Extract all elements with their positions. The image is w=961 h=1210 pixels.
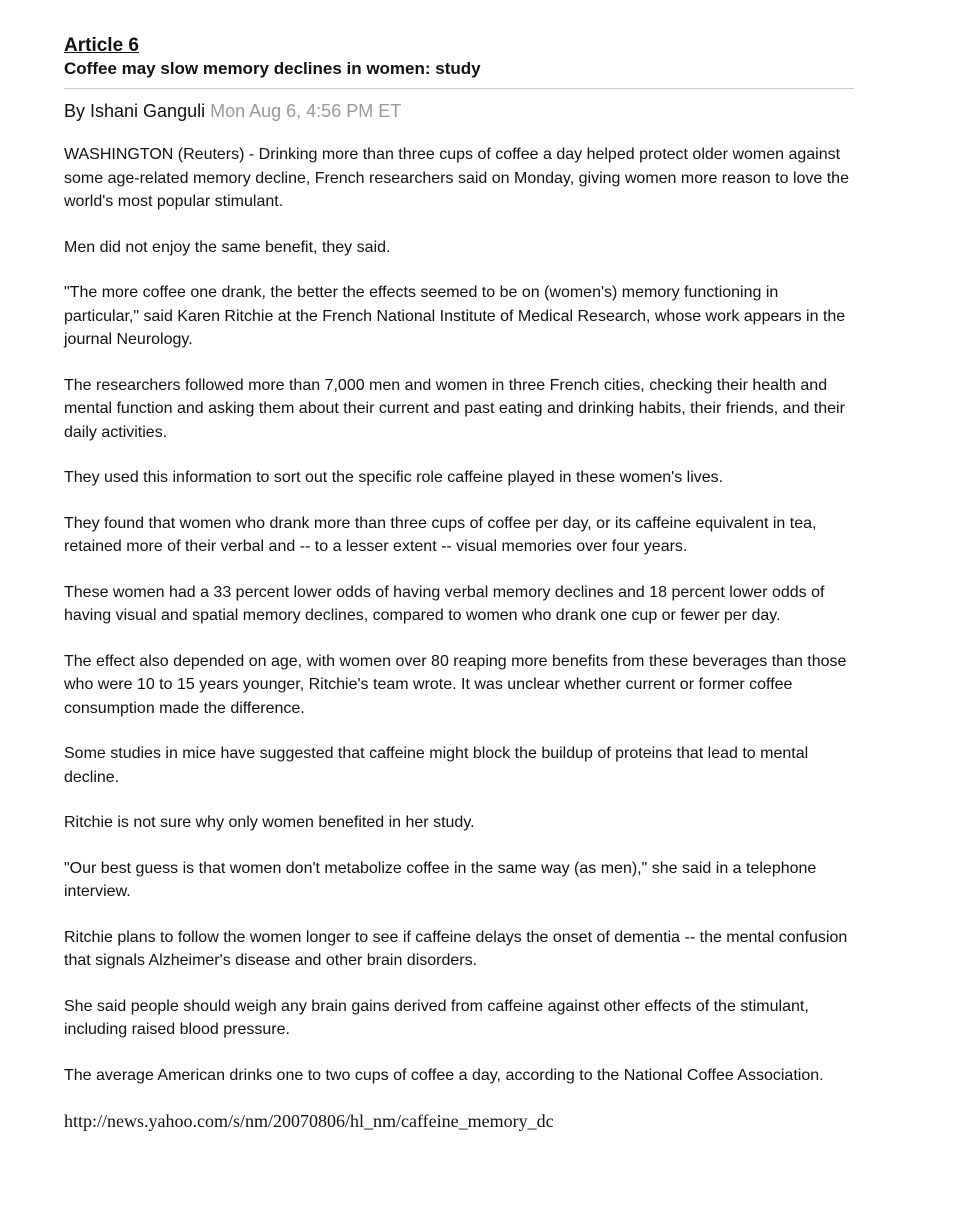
article-number-label: Article 6 [64,35,139,56]
paragraph: The effect also depended on age, with women over 80 reaping more benefits from these beverages than those who were 10 to 15 years younger, Ritchie's team wrote. It was unclear whether current or former coffee consumption made the difference. [64,652,847,717]
paragraph: They used this information to sort out the specific role caffeine played in these women's lives. [64,469,724,486]
paragraph: "Our best guess is that women don't metabolize coffee in the same way (as men)," she said in a telephone interview. [64,859,817,900]
paragraph: Some studies in mice have suggested that caffeine might block the buildup of proteins that lead to mental decline. [64,745,809,786]
paragraph: She said people should weigh any brain gains derived from caffeine against other effects of the stimulant, including raised blood pressure. [64,997,809,1038]
paragraph: They found that women who drank more than three cups of coffee per day, or its caffeine equivalent in tea, retained more of their verbal and -- to a lesser extent -- visual memories over four years. [64,514,817,555]
paragraph: "The more coffee one drank, the better the effects seemed to be on (women's) memory functioning in particular," said Karen Ritchie at the French National Institute of Medical Research, whose work appears in the journal Neurology. [64,284,846,348]
publish-date: Mon Aug 6, 4:56 PM ET [210,101,402,121]
paragraph: Men did not enjoy the same benefit, they said. [64,238,391,256]
paragraph: Ritchie is not sure why only women benefited in her study. [64,814,475,831]
header-divider [64,88,854,89]
author-name: By Ishani Ganguli [64,101,206,121]
paragraph: WASHINGTON (Reuters) - Drinking more than three cups of coffee a day helped protect older women against some age-related memory decline, French researchers said on Monday, giving women more reason to love the world's most popular stimulant. [64,146,849,210]
article-body [64,143,854,1087]
byline [64,99,854,123]
source-url: http://news.yahoo.com/s/nm/20070806/hl_nm/caffeine_memory_dc [64,1111,554,1131]
paragraph: The average American drinks one to two cups of coffee a day, according to the National Coffee Association. [64,1066,824,1084]
article-page [64,34,854,1133]
paragraph: The researchers followed more than 7,000 men and women in three French cities, checking their health and mental function and asking them about their current and past eating and drinking habits, their friends, and their daily activities. [64,376,845,441]
paragraph: These women had a 33 percent lower odds of having verbal memory declines and 18 percent lower odds of having visual and spatial memory declines, compared to women who drank one cup or fewer per day. [64,583,825,624]
article-headline: Coffee may slow memory declines in women: study [64,59,481,78]
paragraph: Ritchie plans to follow the women longer to see if caffeine delays the onset of dementia -- the mental confusion that signals Alzheimer's disease and other brain disorders. [64,928,848,969]
